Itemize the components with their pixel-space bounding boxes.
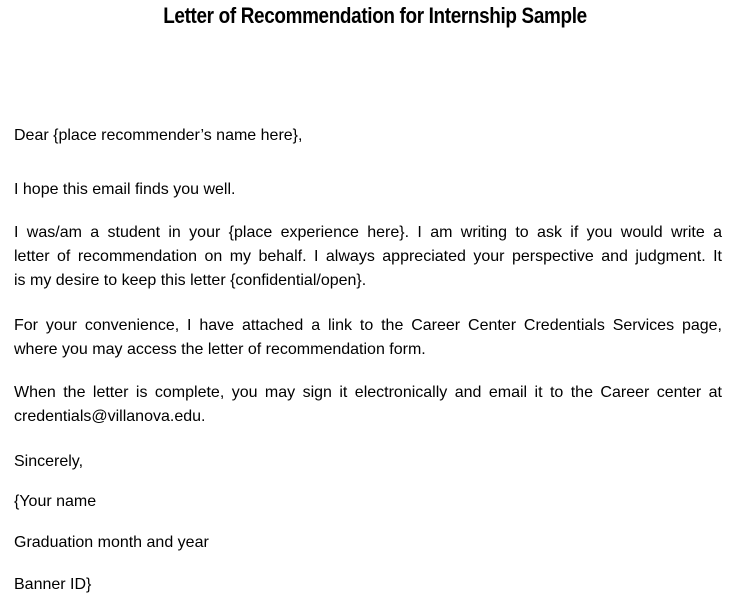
paragraph-line: I was/am a student in your {place experience here}. I am writing to ask if you would write a (14, 224, 722, 241)
paragraph-greeting (14, 178, 722, 202)
signature-graduation: Graduation month and year (14, 534, 209, 551)
paragraph-request (14, 221, 722, 293)
paragraph-line: is my desire to keep this letter {confidential/open}. (14, 272, 367, 289)
signature-name: {Your name (14, 493, 97, 510)
email-address: credentials@villanova.edu. (14, 408, 206, 425)
paragraph-line: letter of recommendation on my behalf. I always appreciated your perspective and judgment. It (14, 248, 722, 265)
paragraph-convenience (14, 314, 722, 362)
paragraph-line: For your convenience, I have attached a link to the Career Center Credentials Services page, (14, 317, 722, 334)
paragraph-line: I hope this email finds you well. (14, 181, 236, 198)
salutation: Dear {place recommender’s name here}, (14, 127, 303, 144)
paragraph-line: where you may access the letter of recommendation form. (14, 341, 426, 358)
document-title: Letter of Recommendation for Internship Sample (163, 3, 587, 28)
signature-banner-id: Banner ID} (14, 576, 92, 593)
closing: Sincerely, (14, 453, 84, 470)
paragraph-completion (14, 381, 722, 429)
paragraph-line: When the letter is complete, you may sign it electronically and email it to the Career center at (14, 384, 722, 401)
